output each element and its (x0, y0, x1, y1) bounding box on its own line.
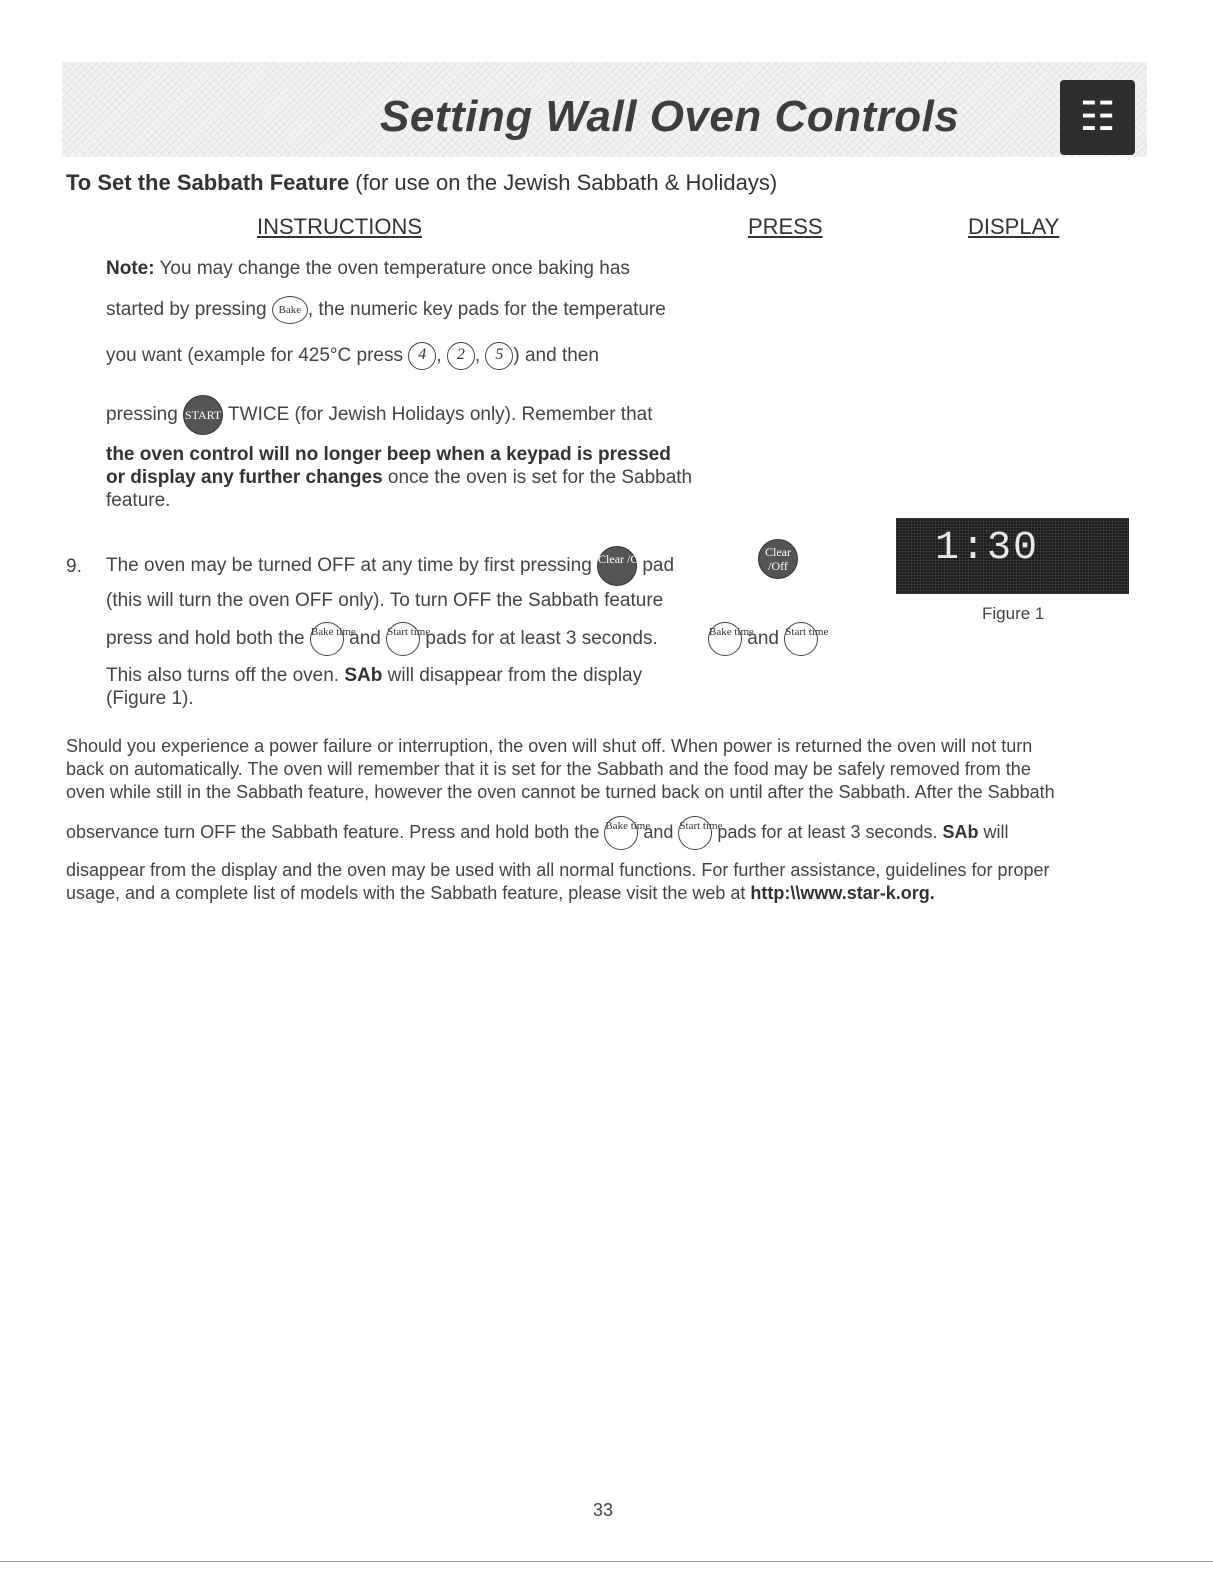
footer-line-4: observance turn OFF the Sabbath feature. Press and hold both the Bake time and Start time pads for at least 3 seconds. SAb will (66, 816, 1009, 850)
start-key-icon: START (183, 395, 223, 435)
press-clear-off (758, 539, 798, 579)
star-k-link[interactable]: http:\\www.star-k.org. (750, 883, 935, 903)
step9-line-4: This also turns off the oven. SAb will disappear from the display (106, 665, 643, 686)
start-time-key-icon: Start time (386, 622, 420, 656)
bake-time-key-icon: Bake time (708, 622, 742, 656)
footer-line-1: Should you experience a power failure or interruption, the oven will shut off. When power is returned the oven will not turn (66, 736, 1033, 756)
footer-line-2: back on automatically. The oven will remember that it is set for the Sabbath and the food may be safely removed from the (66, 759, 1031, 779)
display-header: DISPLAY (968, 214, 1060, 239)
start-time-key-icon: Start time (678, 816, 712, 850)
step9-line-3: press and hold both the Bake time and Start time pads for at least 3 seconds. (106, 622, 658, 656)
page-title: Setting Wall Oven Controls (380, 92, 960, 141)
note-line-5: the oven control will no longer beep when a keypad is pressed (106, 444, 671, 465)
figure-caption: Figure 1 (982, 604, 1045, 623)
instructions-header: INSTRUCTIONS (257, 214, 422, 239)
note-line-6: or display any further changes once the oven is set for the Sabbath (106, 467, 693, 488)
start-time-key-icon: Start time (784, 622, 818, 656)
footer-line-6: usage, and a complete list of models with the Sabbath feature, please visit the web at http:\\www.star-k.org. (66, 883, 935, 903)
note-line-1: Note: You may change the oven temperature once baking has (106, 258, 630, 279)
press-header: PRESS (748, 214, 823, 239)
key-2-icon: 2 (447, 342, 475, 370)
clear-off-key-icon: Clear /Off (597, 546, 637, 586)
note-line-7: feature. (106, 490, 171, 511)
note-line-2: started by pressing Bake , the numeric key pads for the temperature (106, 296, 666, 324)
bake-time-key-icon: Bake time (604, 816, 638, 850)
oven-manual-icon: ☷ (1060, 80, 1135, 155)
footer-line-5: disappear from the display and the oven may be used with all normal functions. For further assistance, guidelines for proper (66, 860, 1050, 880)
note-line-3: you want (example for 425°C press 4 , 2 , 5 ) and then (106, 342, 599, 370)
key-5-icon: 5 (485, 342, 513, 370)
step-number: 9. (66, 556, 82, 577)
section-title: To Set the Sabbath Feature (for use on the Jewish Sabbath & Holidays) (66, 170, 778, 195)
step9-line-5: (Figure 1). (106, 688, 194, 709)
note-line-4: pressing START TWICE (for Jewish Holidays only). Remember that (106, 395, 653, 435)
bottom-divider (0, 1561, 1213, 1562)
page-number: 33 (593, 1500, 614, 1520)
bake-time-key-icon: Bake time (310, 622, 344, 656)
key-4-icon: 4 (408, 342, 436, 370)
clear-off-key-icon: Clear /Off (758, 539, 798, 579)
step9-line-2: (this will turn the oven OFF only). To turn OFF the Sabbath feature (106, 590, 664, 611)
press-bake-start: Bake time and Start time (708, 622, 818, 656)
step9-line-1: The oven may be turned OFF at any time by first pressing Clear /Off pad (106, 546, 674, 586)
display-readout: 1:30 (935, 526, 1040, 571)
footer-line-3: oven while still in the Sabbath feature, however the oven cannot be turned back on until after the Sabbath. After the Sabbath (66, 782, 1055, 802)
bake-key-icon: Bake (272, 296, 308, 324)
